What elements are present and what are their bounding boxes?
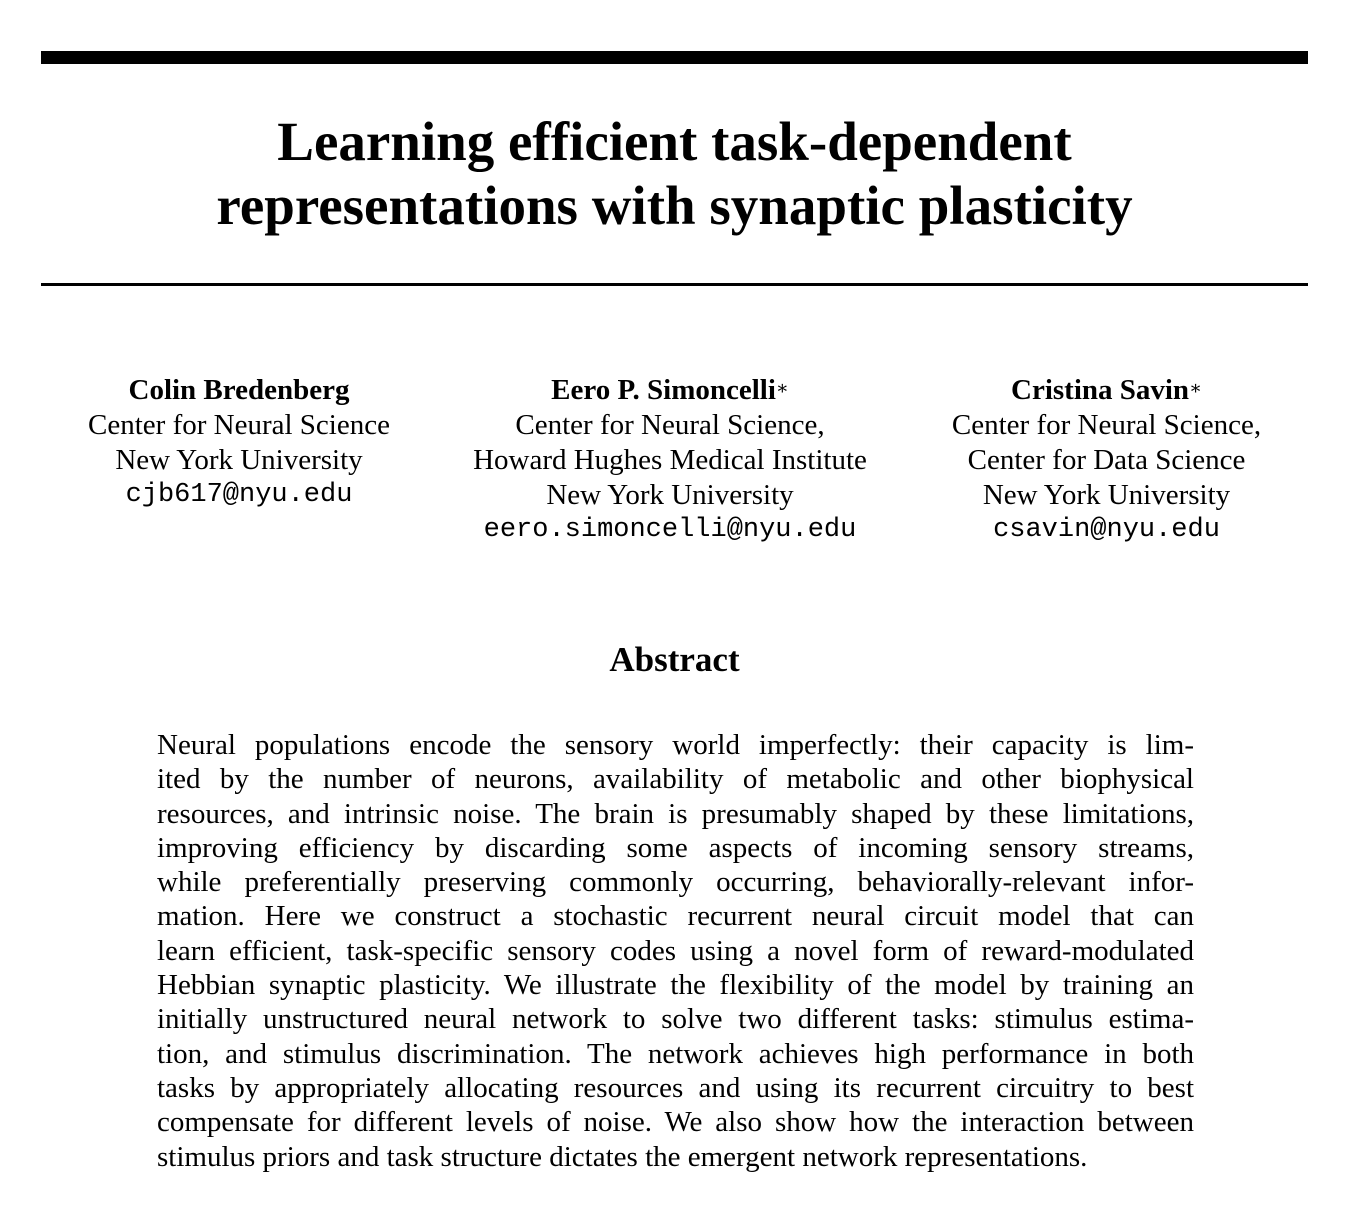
abstract-line: stimulus priors and task structure dictates the emergent network representations. (157, 1140, 1088, 1173)
title-bottom-rule (41, 283, 1308, 286)
author-email[interactable]: eero.simoncelli@nyu.edu (483, 515, 857, 545)
author-name: Eero P. Simoncelli∗ (551, 374, 789, 406)
author-email[interactable]: cjb617@nyu.edu (125, 480, 353, 510)
abstract-line: while preferentially preserving commonly occurring, behaviorally-relevant infor- (157, 866, 1194, 899)
paper-title (41, 110, 1308, 238)
paper-title-line-1: Learning efficient task-dependent (277, 111, 1072, 172)
equal-contribution-mark: ∗ (775, 378, 789, 399)
paper-title-line-2: representations with synaptic plasticity (216, 175, 1133, 236)
abstract-line: tion, and stimulus discrimination. The network achieves high performance in both (157, 1037, 1194, 1070)
author-affiliation: New York University (115, 444, 363, 476)
abstract-line: Neural populations encode the sensory world imperfectly: their capacity is lim- (157, 729, 1194, 761)
author-affiliation: Center for Neural Science, (951, 409, 1262, 441)
abstract-line: learn efficient, task-specific sensory codes using a novel form of reward-modulated (157, 934, 1194, 967)
abstract-line: compensate for different levels of noise. We also show how the interaction between (157, 1106, 1194, 1139)
abstract-heading: Abstract (609, 640, 740, 679)
abstract-line: resources, and intrinsic noise. The brain is presumably shaped by these limitations, (157, 797, 1194, 830)
author-name: Cristina Savin∗ (1011, 374, 1202, 406)
abstract-line: initially unstructured neural network to solve two different tasks: stimulus estima- (157, 1003, 1194, 1036)
abstract-line: tasks by appropriately allocating resources and using its recurrent circuitry to best (157, 1071, 1194, 1104)
author-email[interactable]: csavin@nyu.edu (993, 515, 1220, 545)
abstract-line: Hebbian synaptic plasticity. We illustrate the flexibility of the model by training an (157, 969, 1194, 1002)
abstract-line: improving efficiency by discarding some aspects of incoming sensory streams, (157, 831, 1194, 864)
author-affiliation: Center for Data Science (967, 444, 1246, 476)
author-name: Colin Bredenberg (128, 374, 350, 406)
author-affiliation: New York University (982, 479, 1231, 511)
abstract-line: ited by the number of neurons, availability of metabolic and other biophysical (157, 763, 1194, 796)
author-affiliation: New York University (546, 479, 794, 511)
author-block-bredenberg (40, 373, 438, 513)
author-block-savin (905, 373, 1308, 548)
author-block-simoncelli (440, 373, 900, 548)
title-top-rule (41, 51, 1308, 64)
equal-contribution-mark: ∗ (1189, 378, 1202, 399)
abstract-line: mation. Here we construct a stochastic recurrent neural circuit model that can (157, 900, 1194, 933)
author-affiliation: Center for Neural Science (88, 409, 390, 441)
author-affiliation: Center for Neural Science, (515, 409, 825, 441)
abstract-body (157, 728, 1194, 1174)
author-affiliation: Howard Hughes Medical Institute (473, 444, 867, 476)
